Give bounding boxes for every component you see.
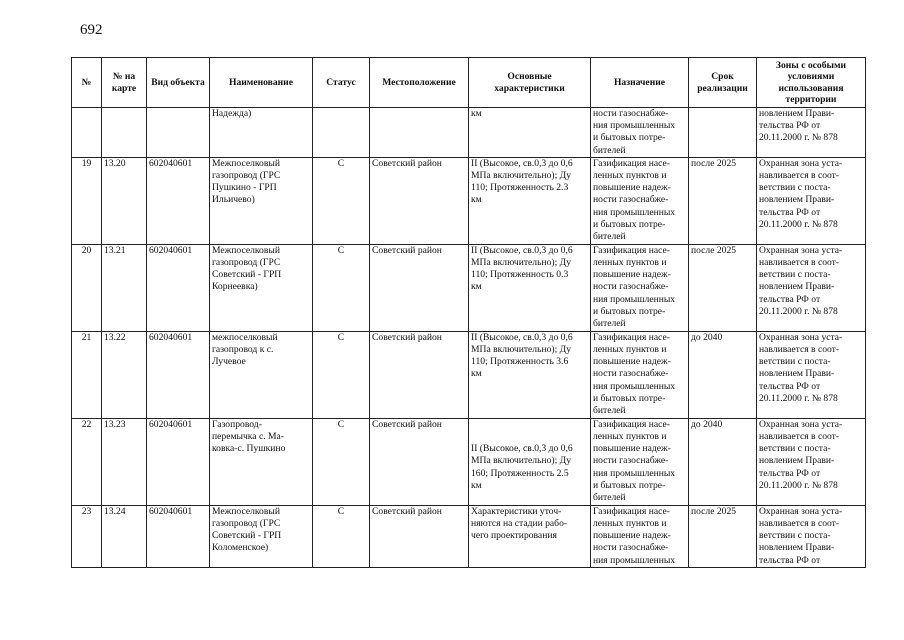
header-number: № — [72, 58, 102, 108]
header-zones: Зоны с особыми условиями использования территории — [757, 58, 866, 108]
cell-object-type — [147, 108, 210, 158]
cell-number: 21 — [72, 331, 102, 418]
cell-status: С — [313, 331, 370, 418]
cell-number — [72, 108, 102, 158]
cell-characteristics: II (Высокое, св.0,3 до 0,6 МПа включительно); Ду 110; Протяженность 0.3 км — [469, 244, 591, 331]
cell-object-type: 602040601 — [147, 418, 210, 505]
header-name: Наименование — [210, 58, 313, 108]
cell-zones: новлением Прави- тельства РФ от 20.11.2000 г. № 878 — [757, 108, 866, 158]
page-number: 692 — [80, 22, 103, 38]
cell-location: Советский район — [370, 244, 469, 331]
table-row — [72, 244, 866, 331]
cell-status: С — [313, 505, 370, 567]
cell-characteristics: II (Высокое, св.0,3 до 0,6 МПа включительно); Ду 110; Протяженность 2.3 км — [469, 157, 591, 244]
cell-purpose: Газификация насе- ленных пунктов и повышение надеж- ности газоснабже- ния промышленных и бытовых потре- бителей — [591, 157, 689, 244]
cell-status: С — [313, 157, 370, 244]
table-row — [72, 505, 866, 567]
cell-object-type: 602040601 — [147, 505, 210, 567]
cell-location: Советский район — [370, 418, 469, 505]
cell-characteristics: км — [469, 108, 591, 158]
cell-term: до 2040 — [689, 418, 757, 505]
cell-map-number: 13.20 — [102, 157, 147, 244]
cell-number: 19 — [72, 157, 102, 244]
cell-map-number: 13.24 — [102, 505, 147, 567]
cell-map-number: 13.21 — [102, 244, 147, 331]
cell-number: 22 — [72, 418, 102, 505]
cell-term: после 2025 — [689, 244, 757, 331]
table-row — [72, 418, 866, 505]
cell-object-type: 602040601 — [147, 244, 210, 331]
cell-zones: Охранная зона уста- навливается в соот- ветствии с поста- новлением Прави- тельства РФ от 20.11.2000 г. № 878 — [757, 244, 866, 331]
cell-map-number: 13.23 — [102, 418, 147, 505]
header-object-type: Вид объекта — [147, 58, 210, 108]
cell-name: Межпоселковый газопровод (ГРС Пушкино - ГРП Ильичево) — [210, 157, 313, 244]
cell-object-type: 602040601 — [147, 331, 210, 418]
header-map-number: № на карте — [102, 58, 147, 108]
cell-purpose: ности газоснабже- ния промышленных и бытовых потре- бителей — [591, 108, 689, 158]
cell-status: С — [313, 418, 370, 505]
cell-purpose: Газификация насе- ленных пунктов и повышение надеж- ности газоснабже- ния промышленных и бытовых потре- бителей — [591, 418, 689, 505]
table-row-continuation — [72, 108, 866, 158]
cell-zones: Охранная зона уста- навливается в соот- ветствии с поста- новлением Прави- тельства РФ от 20.11.2000 г. № 878 — [757, 157, 866, 244]
table-header-row — [72, 58, 866, 108]
cell-location: Советский район — [370, 505, 469, 567]
cell-name: Газопровод- перемычка с. Ма- ковка-с. Пушкино — [210, 418, 313, 505]
cell-term: до 2040 — [689, 331, 757, 418]
cell-object-type: 602040601 — [147, 157, 210, 244]
header-characteristics: Основные характеристики — [469, 58, 591, 108]
cell-map-number — [102, 108, 147, 158]
objects-table — [71, 57, 866, 568]
cell-name: Межпоселковый газопровод (ГРС Советский - ГРП Коломенское) — [210, 505, 313, 567]
cell-number: 23 — [72, 505, 102, 567]
cell-name: межпоселковый газопровод к с. Лучевое — [210, 331, 313, 418]
cell-location: Советский район — [370, 331, 469, 418]
header-status: Статус — [313, 58, 370, 108]
cell-characteristics: Характеристики уточ- няются на стадии рабо- чего проектирования — [469, 505, 591, 567]
cell-name: Надежда) — [210, 108, 313, 158]
header-term: Срок реализации — [689, 58, 757, 108]
cell-map-number: 13.22 — [102, 331, 147, 418]
cell-location: Советский район — [370, 157, 469, 244]
cell-term: после 2025 — [689, 505, 757, 567]
cell-number: 20 — [72, 244, 102, 331]
cell-status: С — [313, 244, 370, 331]
cell-characteristics: II (Высокое, св.0,3 до 0,6 МПа включительно); Ду 160; Протяженность 2.5 км — [469, 418, 591, 505]
cell-characteristics: II (Высокое, св.0,3 до 0,6 МПа включительно); Ду 110; Протяженность 3.6 км — [469, 331, 591, 418]
cell-zones: Охранная зона уста- навливается в соот- ветствии с поста- новлением Прави- тельства РФ от 20.11.2000 г. № 878 — [757, 331, 866, 418]
cell-term: после 2025 — [689, 157, 757, 244]
header-purpose: Назначение — [591, 58, 689, 108]
cell-status — [313, 108, 370, 158]
cell-zones: Охранная зона уста- навливается в соот- ветствии с поста- новлением Прави- тельства РФ от — [757, 505, 866, 567]
header-location: Местоположение — [370, 58, 469, 108]
cell-name: Межпоселковый газопровод (ГРС Советский - ГРП Корнеевка) — [210, 244, 313, 331]
cell-purpose: Газификация насе- ленных пунктов и повышение надеж- ности газоснабже- ния промышленных и бытовых потре- бителей — [591, 244, 689, 331]
cell-purpose: Газификация насе- ленных пунктов и повышение надеж- ности газоснабже- ния промышленных — [591, 505, 689, 567]
cell-location — [370, 108, 469, 158]
table-row — [72, 331, 866, 418]
cell-purpose: Газификация насе- ленных пунктов и повышение надеж- ности газоснабже- ния промышленных и бытовых потре- бителей — [591, 331, 689, 418]
cell-term — [689, 108, 757, 158]
table-row — [72, 157, 866, 244]
cell-zones: Охранная зона уста- навливается в соот- ветствии с поста- новлением Прави- тельства РФ от 20.11.2000 г. № 878 — [757, 418, 866, 505]
